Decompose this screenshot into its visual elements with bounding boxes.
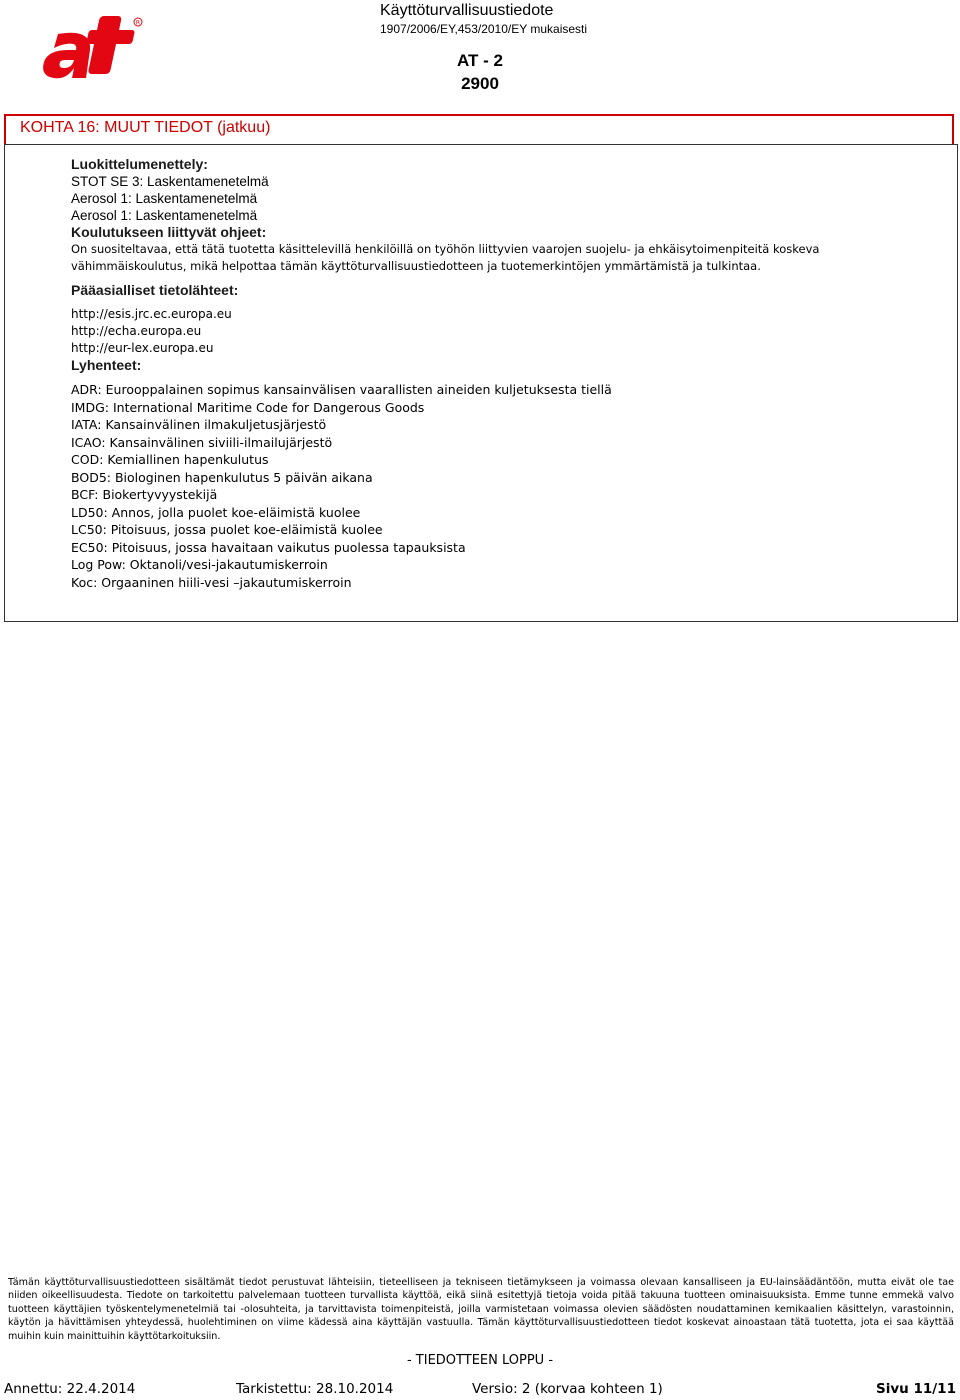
classification-heading: Luokittelumenettely:: [71, 156, 208, 172]
training-heading: Koulutukseen liittyvät ohjeet:: [71, 224, 267, 240]
abbreviation-item: BOD5: Biologinen hapenkulutus 5 päivän aikana: [71, 469, 373, 485]
checked-date: Tarkistettu: 28.10.2014: [236, 1381, 394, 1397]
abbreviation-item: Koc: Orgaaninen hiili-vesi –jakautumiskerroin: [71, 574, 352, 590]
section-content: [71, 156, 931, 591]
disclaimer-text: Tämän käyttöturvallisuustiedotteen sisältämät tiedot perustuvat lähteisiin, tieteelliseen ja tekniseen tietämykseen ja voimassa olevaan kansalliseen ja EU-lainsäädäntöön, mutta eivät ole tae niiden oikeellisuudesta. Tiedote on tarkoitettu palvelemaan tuotteen turvallista käyttöä, eikä siinä esitettyjä tietoja voida pitää takuuna tuotteen ominaisuuksista. Emme tunne emmekä valvo tuotteen käyttäjien työskentelymenetelmiä tai -olosuhteita, ja tarvittavista toimenpiteistä, joilla varmistetaan voimassa olevien säädösten noudattaminen kemikaalien käsittelyn, varastoinnin, käytön ja hävittämisen yhteydessä, huolehtiminen on viime kädessä aina käyttäjän vastuulla. Tämän käyttöturvallisuustiedotteen tiedot koskevat ainoastaan tätä tuotetta, jota ei saa käyttää muihin kuin mainittuihin käyttötarkoituksiin.: [8, 1277, 954, 1342]
regulation-reference: 1907/2006/EY,453/2010/EY mukaisesti: [380, 22, 588, 36]
abbreviation-item: LD50: Annos, jolla puolet koe-eläimistä kuolee: [71, 504, 361, 520]
abbreviation-item: BCF: Biokertyvyystekijä: [71, 487, 218, 502]
end-of-document-marker: - TIEDOTTEEN LOPPU -: [406, 1353, 554, 1368]
source-link[interactable]: http://eur-lex.europa.eu: [71, 341, 214, 355]
abbreviations-heading: Lyhenteet:: [71, 357, 142, 373]
abbreviation-item: LC50: Pitoisuus, jossa puolet koe-eläimistä kuolee: [71, 522, 383, 537]
product-code: AT - 2: [457, 51, 503, 70]
abbreviation-item: ADR: Eurooppalainen sopimus kansainvälisen vaarallisten aineiden kuljetuksesta tiellä: [71, 382, 612, 397]
sources-heading: Pääasialliset tietolähteet:: [71, 282, 239, 298]
source-link[interactable]: http://esis.jrc.ec.europa.eu: [71, 307, 232, 321]
abbreviation-item: Log Pow: Oktanoli/vesi-jakautumiskerroin: [71, 557, 328, 572]
abbreviation-item: COD: Kemiallinen hapenkulutus: [71, 452, 269, 467]
document-title: Käyttöturvallisuustiedote: [380, 2, 554, 19]
source-link[interactable]: http://echa.europa.eu: [71, 324, 202, 338]
company-logo: [40, 16, 144, 84]
classification-item: Aerosol 1: Laskentamenetelmä: [71, 191, 258, 206]
section-title: KOHTA 16: MUUT TIEDOT (jatkuu): [20, 119, 271, 136]
classification-item: Aerosol 1: Laskentamenetelmä: [71, 208, 258, 223]
abbreviation-item: EC50: Pitoisuus, jossa havaitaan vaikutus puolessa tapauksista: [71, 539, 466, 555]
classification-item: STOT SE 3: Laskentamenetelmä: [71, 174, 269, 189]
abbreviation-item: ICAO: Kansainvälinen siviili-ilmailujärjestö: [71, 434, 333, 450]
version-info: Versio: 2 (korvaa kohteen 1): [472, 1381, 663, 1397]
product-number: 2900: [461, 74, 499, 93]
issued-date: Annettu: 22.4.2014: [4, 1381, 136, 1397]
page-number: Sivu 11/11: [876, 1381, 956, 1397]
svg-text:R: R: [135, 19, 141, 27]
training-text: On suositeltavaa, että tätä tuotetta käsittelevillä henkilöillä on työhön liittyvien vaarojen suojelu- ja ehkäisytoimenpiteitä koskeva vähimmäiskoulutus, mikä helpottaa tämän käyttöturvallisuustiedotteen ja tuotemerkintöjen ymmärtämistä ja tulkintaa.: [71, 242, 820, 273]
abbreviation-item: IMDG: International Maritime Code for Dangerous Goods: [71, 399, 425, 415]
abbreviation-item: IATA: Kansainvälinen ilmakuljetusjärjestö: [71, 417, 327, 432]
